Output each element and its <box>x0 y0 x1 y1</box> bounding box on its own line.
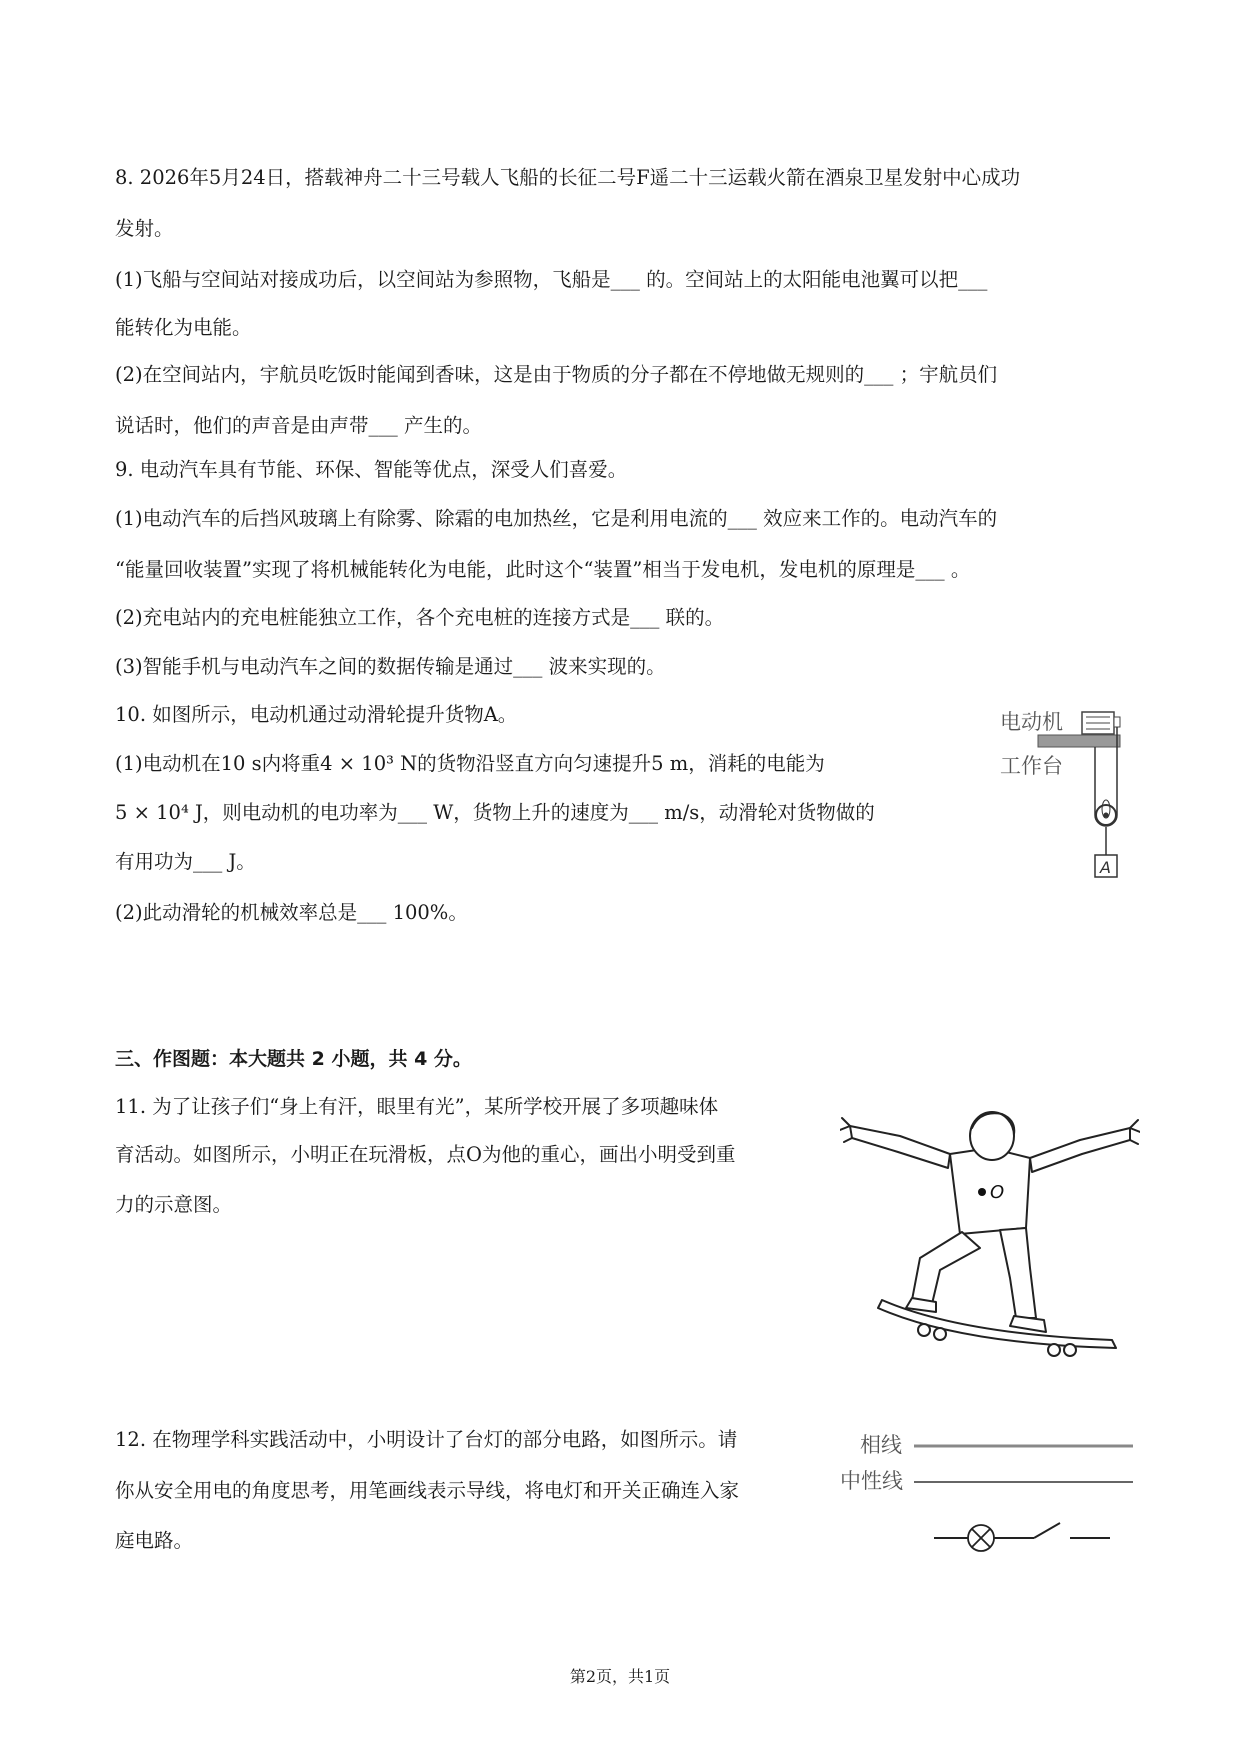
circuit-figure <box>838 1425 1138 1560</box>
worktable-label: 工作台 <box>1000 754 1063 778</box>
q8-line-1: 8. 2026年5月24日，搭载神舟二十三号载人飞船的长征二号F遥二十三运载火箭在酒泉卫星发射中心成功 <box>115 166 1021 189</box>
q12-line-3: 庭电路。 <box>115 1529 194 1552</box>
q10-line-4: 有用功为___ J。 <box>115 850 256 873</box>
q9-line-1: 9. 电动汽车具有节能、环保、智能等优点，深受人们喜爱。 <box>115 458 628 481</box>
q9-line-3: “能量回收装置”实现了将机械能转化为电能，此时这个“装置”相当于发电机，发电机的原理是___ 。 <box>115 558 971 581</box>
q11-line-3: 力的示意图。 <box>115 1193 233 1216</box>
q10-line-1: 10. 如图所示，电动机通过动滑轮提升货物A。 <box>115 703 518 726</box>
pulley-motor-figure <box>1000 705 1145 895</box>
q10-line-3: 5 × 10⁴ J，则电动机的电功率为___ W，货物上升的速度为___ m/s，动滑轮对货物做的 <box>115 801 875 824</box>
q8-line-5: (2)在空间站内，宇航员吃饭时能闻到香味，这是由于物质的分子都在不停地做无规则的___ ；宇航员们 <box>115 363 998 386</box>
switch-symbol <box>1034 1523 1060 1538</box>
q8-line-6: 说话时，他们的声音是由声带___ 产生的。 <box>115 414 482 437</box>
q11-line-1: 11. 为了让孩子们“身上有汗，眼里有光”，某所学校开展了多项趣味体 <box>115 1095 719 1118</box>
q8-line-4: 能转化为电能。 <box>115 316 252 339</box>
center-of-gravity-point <box>978 1188 986 1196</box>
q9-line-2: (1)电动汽车的后挡风玻璃上有除雾、除霜的电加热丝，它是利用电流的___ 效应来工作的。电动汽车的 <box>115 507 998 530</box>
q12-line-2: 你从安全用电的角度思考，用笔画线表示导线，将电灯和开关正确连入家 <box>115 1479 740 1502</box>
q8-line-3: (1)飞船与空间站对接成功后，以空间站为参照物，飞船是___ 的。空间站上的太阳能电池翼可以把___ <box>115 268 988 291</box>
section-3-title: 三、作图题：本大题共 2 小题，共 4 分。 <box>115 1048 472 1070</box>
q10-line-5: (2)此动滑轮的机械效率总是___ 100%。 <box>115 901 468 924</box>
q11-line-2: 育活动。如图所示，小明正在玩滑板，点O为他的重心，画出小明受到重 <box>115 1143 736 1166</box>
neutral-wire-label: 中性线 <box>840 1469 903 1493</box>
center-of-gravity-label: O <box>990 1182 1005 1203</box>
q8-line-2: 发射。 <box>115 217 174 240</box>
q9-line-4: (2)充电站内的充电桩能独立工作，各个充电桩的连接方式是___ 联的。 <box>115 606 725 629</box>
live-wire-label: 相线 <box>860 1433 902 1457</box>
q10-line-2: (1)电动机在10 s内将重4 × 10³ N的货物沿竖直方向匀速提升5 m，消耗的电能为 <box>115 752 825 775</box>
motor-label: 电动机 <box>1000 710 1063 734</box>
page-footer: 第2页，共1页 <box>569 1667 671 1686</box>
skateboarder-figure <box>840 1108 1140 1358</box>
load-label: A <box>1100 858 1111 877</box>
worktable <box>1038 735 1120 747</box>
q9-line-5: (3)智能手机与电动汽车之间的数据传输是通过___ 波来实现的。 <box>115 655 666 678</box>
q12-line-1: 12. 在物理学科实践活动中，小明设计了台灯的部分电路，如图所示。请 <box>115 1428 738 1451</box>
